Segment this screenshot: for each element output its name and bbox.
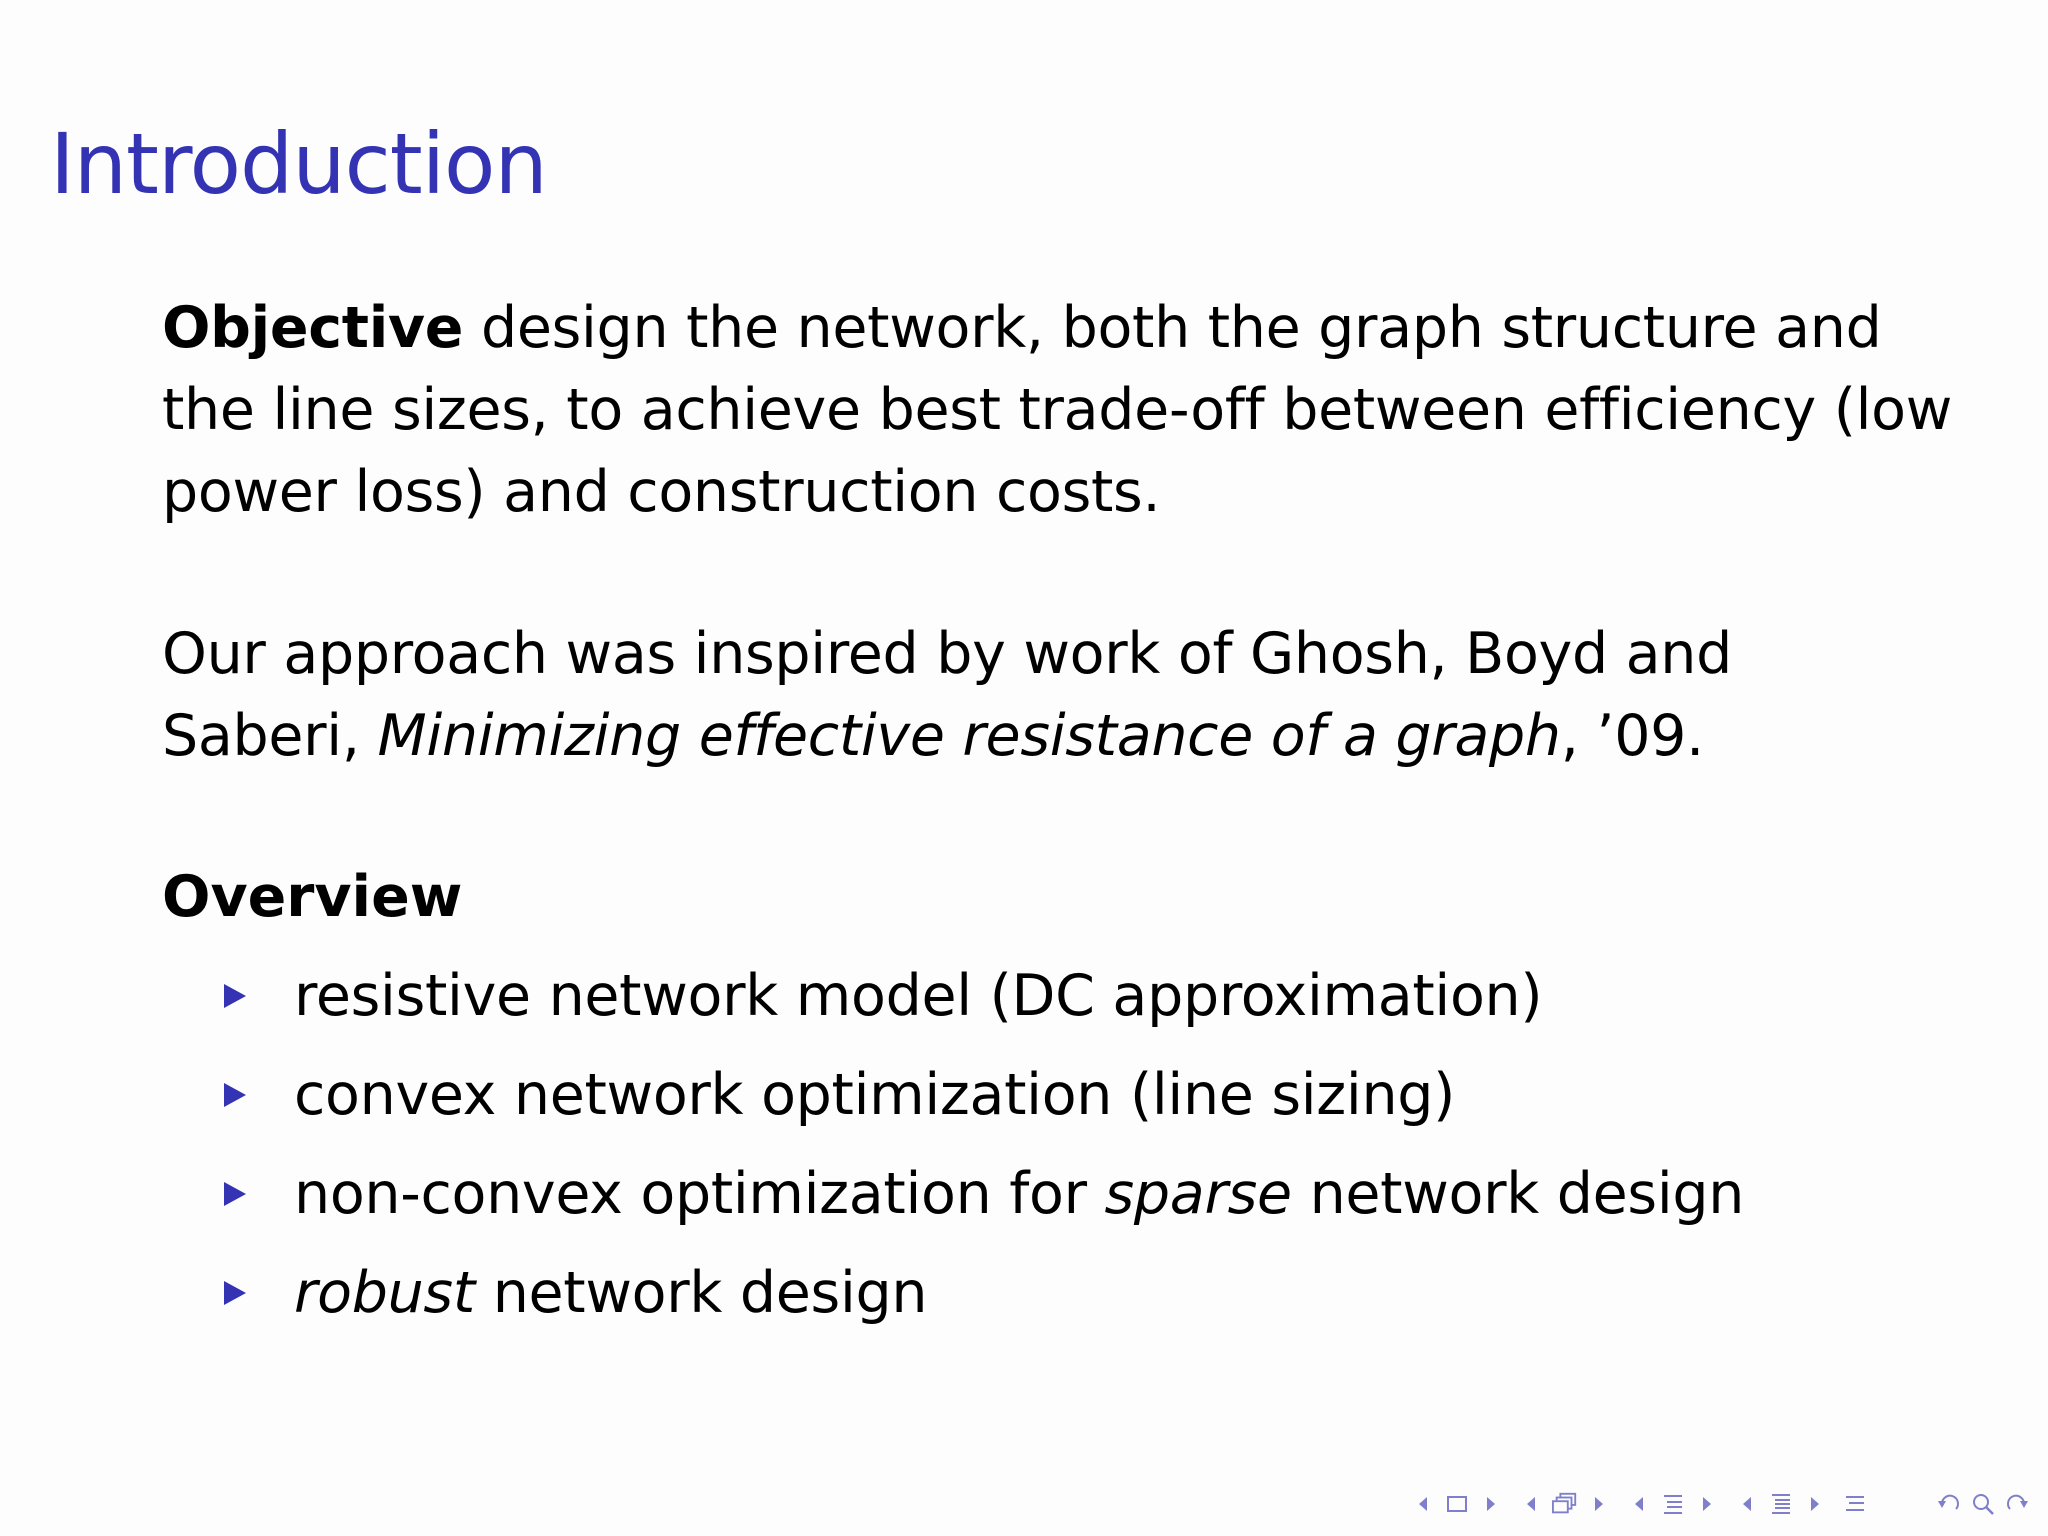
approach-line-2 (162, 695, 1922, 777)
section-icon[interactable] (1660, 1489, 1686, 1519)
overview-item-text: convex network optimization (line sizing) (294, 1062, 1456, 1128)
overview-heading: Overview (162, 864, 463, 930)
arrow-left-icon[interactable] (1518, 1489, 1544, 1519)
beamer-navigation-bar (1410, 1484, 2030, 1524)
history-nav-group (1936, 1489, 2030, 1519)
overview-item-text (294, 1153, 1744, 1235)
arrow-right-icon[interactable] (1694, 1489, 1720, 1519)
overview-item-suffix: network design (474, 1260, 928, 1326)
approach-paragraph (162, 613, 1922, 777)
objective-label: Objective (162, 295, 464, 361)
frame-nav-group (1410, 1489, 1504, 1519)
triangle-bullet-icon (222, 1054, 294, 1136)
back-icon[interactable] (1936, 1489, 1962, 1519)
overview-item-text (294, 1252, 927, 1334)
subsection-nav-group (1518, 1489, 1612, 1519)
overview-item-emphasis: robust (294, 1260, 475, 1326)
document-nav-group (1734, 1489, 1828, 1519)
frame-icon[interactable] (1444, 1489, 1470, 1519)
overview-item-suffix: network design (1291, 1161, 1745, 1227)
paper-title: Minimizing effective resistance of a graph (377, 703, 1561, 769)
overview-item-text: resistive network model (DC approximation) (294, 963, 1543, 1029)
section-nav-group (1626, 1489, 1720, 1519)
overview-item-emphasis: sparse (1104, 1161, 1292, 1227)
triangle-bullet-icon (222, 1153, 294, 1235)
arrow-right-icon[interactable] (1802, 1489, 1828, 1519)
slide-title: Introduction (50, 115, 547, 214)
arrow-left-icon[interactable] (1734, 1489, 1760, 1519)
align-icon[interactable] (1842, 1489, 1868, 1519)
objective-line-2: the line sizes, to achieve best trade-off between efficiency (low (162, 377, 1953, 443)
list-item (222, 1252, 1744, 1351)
list-item (222, 1153, 1744, 1252)
objective-line-1-text: design the network, both the graph structure and (463, 295, 1882, 361)
align-nav-group (1842, 1489, 1868, 1519)
triangle-bullet-icon (222, 1252, 294, 1334)
approach-line-1: Our approach was inspired by work of Ghosh, Boyd and (162, 621, 1733, 687)
paper-year: , ’09. (1560, 703, 1704, 769)
objective-line-3: power loss) and construction costs. (162, 459, 1161, 525)
objective-paragraph (162, 287, 1953, 533)
document-icon[interactable] (1768, 1489, 1794, 1519)
subsection-icon[interactable] (1552, 1489, 1578, 1519)
forward-icon[interactable] (2004, 1489, 2030, 1519)
arrow-left-icon[interactable] (1626, 1489, 1652, 1519)
overview-item-prefix: non-convex optimization for (294, 1161, 1105, 1227)
arrow-left-icon[interactable] (1410, 1489, 1436, 1519)
arrow-right-icon[interactable] (1478, 1489, 1504, 1519)
overview-list (222, 955, 1744, 1351)
arrow-right-icon[interactable] (1586, 1489, 1612, 1519)
approach-author: Saberi, (162, 703, 378, 769)
list-item (222, 1054, 1744, 1153)
search-icon[interactable] (1970, 1489, 1996, 1519)
objective-line-1 (162, 287, 1922, 369)
triangle-bullet-icon (222, 955, 294, 1037)
list-item (222, 955, 1744, 1054)
